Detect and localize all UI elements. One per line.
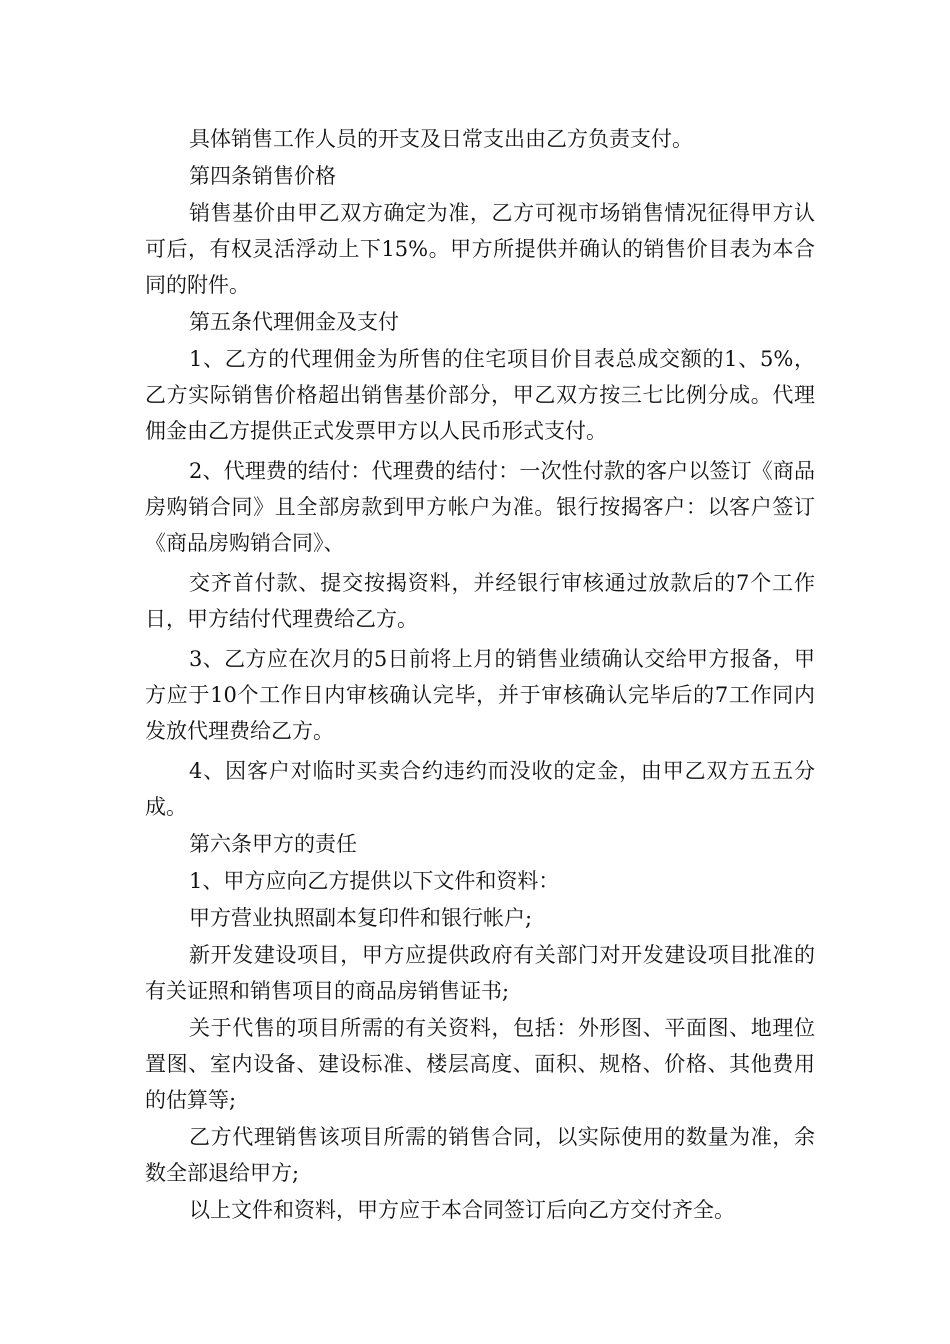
heading-article-4-sales-price: 第四条销售价格 [189,164,336,188]
paragraph-sales-contracts: 乙方代理销售该项目所需的销售合同，以实际使用的数量为准，余数全部退给甲方; [145,1125,815,1185]
paragraph-base-price: 销售基价由甲乙双方确定为准，乙方可视市场销售情况征得甲方认可后，有权灵活浮动上下15%。甲方所提供并确认的销售价目表为本合同的附件。 [145,201,815,297]
paragraph-delivery: 以上文件和资料，甲方应于本合同签订后向乙方交付齐全。 [189,1198,735,1222]
paragraph-business-license: 甲方营业执照副本复印件和银行帐户; [189,906,533,930]
paragraph-staff-expenses: 具体销售工作人员的开支及日常支出由乙方负责支付。 [189,127,693,151]
paragraph-duty-1: 1、甲方应向乙方提供以下文件和资料： [189,869,560,893]
paragraph-commission-2: 2、代理费的结付：代理费的结付：一次性付款的客户以签订《商品房购销合同》且全部房款到甲方帐户为准。银行按揭客户：以客户签订《商品房购销合同》、 [145,459,815,555]
heading-article-5-commission: 第五条代理佣金及支付 [189,310,399,334]
paragraph-commission-2-cont: 交齐首付款、提交按揭资料，并经银行审核通过放款后的7个工作日，甲方结付代理费给乙方。 [145,571,815,631]
paragraph-commission-1: 1、乙方的代理佣金为所售的住宅项目价目表总成交额的1、5%，乙方实际销售价格超出销售基价部分，甲乙双方按三七比例分成。代理佣金由乙方提供正式发票甲方以人民币形式支付。 [145,347,815,443]
paragraph-project-materials: 关于代售的项目所需的有关资料，包括：外形图、平面图、地理位置图、室内设备、建设标准、楼层高度、面积、规格、价格、其他费用的估算等; [145,1016,815,1112]
heading-article-6-party-a-duties: 第六条甲方的责任 [189,832,357,856]
paragraph-commission-4: 4、因客户对临时买卖合约违约而没收的定金，由甲乙双方五五分成。 [145,759,815,819]
paragraph-commission-3: 3、乙方应在次月的5日前将上月的销售业绩确认交给甲方报备，甲方应于10个工作日内审核确认完毕，并于审核确认完毕后的7工作同内发放代理费给乙方。 [145,647,815,743]
document-body [145,121,815,1228]
paragraph-new-project-permits: 新开发建设项目，甲方应提供政府有关部门对开发建设项目批准的有关证照和销售项目的商品房销售证书; [145,943,815,1003]
